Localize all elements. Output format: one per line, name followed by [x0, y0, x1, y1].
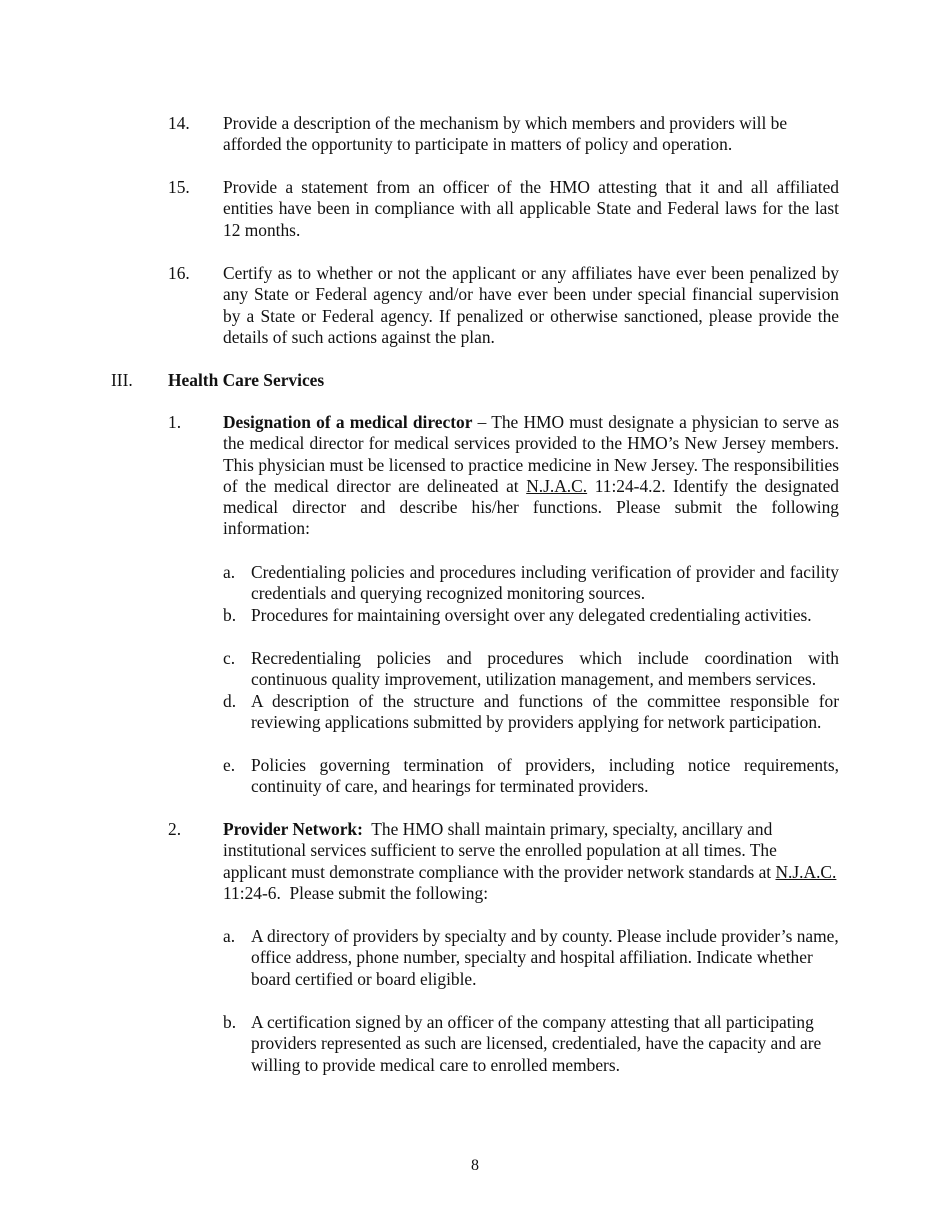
- sub-item-a: [223, 562, 839, 605]
- list-item-2: [168, 819, 840, 904]
- item-text: Provider Network: The HMO shall maintain primary, specialty, ancillary and institutional services sufficient to serve the enrolled population at all times. The applicant must demonstrate compliance with the provider network standards at N.J.A.C. 11:24-6. Please submit the following:: [223, 819, 841, 903]
- page-number: 8: [471, 1157, 479, 1174]
- regulation-reference: N.J.A.C.: [526, 475, 588, 496]
- sub-item-e: [223, 755, 839, 798]
- sub-item-text: A directory of providers by specialty and by county. Please include provider’s name, office address, phone number, specialty and hospital affiliation. Indicate whether board certified or board eligible.: [251, 926, 839, 989]
- sub-item-c: [223, 648, 839, 691]
- list-item-16: [168, 263, 840, 348]
- section-heading: [111, 370, 841, 391]
- sub-item-text: Recredentialing policies and procedures which include coordination with continuous quality improvement, utilization management, and members services.: [251, 648, 839, 690]
- sub-item-text: Procedures for maintaining oversight over any delegated credentialing activities.: [251, 605, 812, 625]
- item-number: 1.: [168, 412, 182, 432]
- list-item-1: [168, 412, 840, 540]
- sub-item-text: Policies governing termination of providers, including notice requirements, continuity of care, and hearings for terminated providers.: [251, 755, 839, 797]
- item-number: 15.: [168, 177, 190, 197]
- item-number: 16.: [168, 263, 190, 283]
- sub-item-text: A certification signed by an officer of the company attesting that all participating providers represented as such are licensed, credentialed, have the capacity and are willing to provide medical care to enrolled members.: [251, 1012, 822, 1075]
- sub-item-text: Credentialing policies and procedures including verification of provider and facility credentials and querying recognized monitoring sources.: [251, 562, 839, 604]
- regulation-reference: N.J.A.C.: [775, 861, 837, 882]
- sub-item-letter: b.: [223, 605, 237, 625]
- sub-item-d: [223, 691, 839, 734]
- item-text: Designation of a medical director – The HMO must designate a physician to serve as the medical director for medical services provided to the HMO’s New Jersey members. This physician must be licensed to practice medicine in New Jersey. The responsibilities of the medical director are delineated at N.J.A.C. 11:24-4.2. Identify the designated medical director and describe his/her functions. Please submit the following information:: [223, 412, 839, 539]
- item-title: Provider Network:: [223, 819, 363, 839]
- sub-item-b: [223, 605, 839, 626]
- sub-item-letter: d.: [223, 691, 237, 711]
- section-number: III.: [111, 370, 133, 390]
- item-text: Provide a description of the mechanism by which members and providers will be afforded the opportunity to participate in matters of policy and operation.: [223, 113, 788, 155]
- section-title: Health Care Services: [168, 370, 325, 390]
- item-number: 14.: [168, 113, 190, 133]
- item-number: 2.: [168, 819, 182, 839]
- sub-item-letter: c.: [223, 648, 236, 668]
- item-text: Provide a statement from an officer of the HMO attesting that it and all affiliated entities have been in compliance with all applicable State and Federal laws for the last 12 months.: [223, 177, 839, 240]
- item-title: Designation of a medical director: [223, 412, 473, 432]
- sub-item-letter: e.: [223, 755, 236, 775]
- item-text: Certify as to whether or not the applicant or any affiliates have ever been penalized by any State or Federal agency and/or have ever been under special financial supervision by a State or Federal agency. If penalized or otherwise sanctioned, please provide the details of such actions against the plan.: [223, 263, 839, 347]
- sub-item-letter: b.: [223, 1012, 237, 1032]
- sub-item-letter: a.: [223, 926, 236, 946]
- sub-item-text: A description of the structure and functions of the committee responsible for reviewing applications submitted by providers applying for network participation.: [251, 691, 839, 733]
- sub-item-letter: a.: [223, 562, 236, 582]
- list-item-15: [168, 177, 840, 241]
- list-item-14: [168, 113, 840, 156]
- sub-item-b: [223, 1012, 839, 1076]
- sub-item-a: [223, 926, 839, 990]
